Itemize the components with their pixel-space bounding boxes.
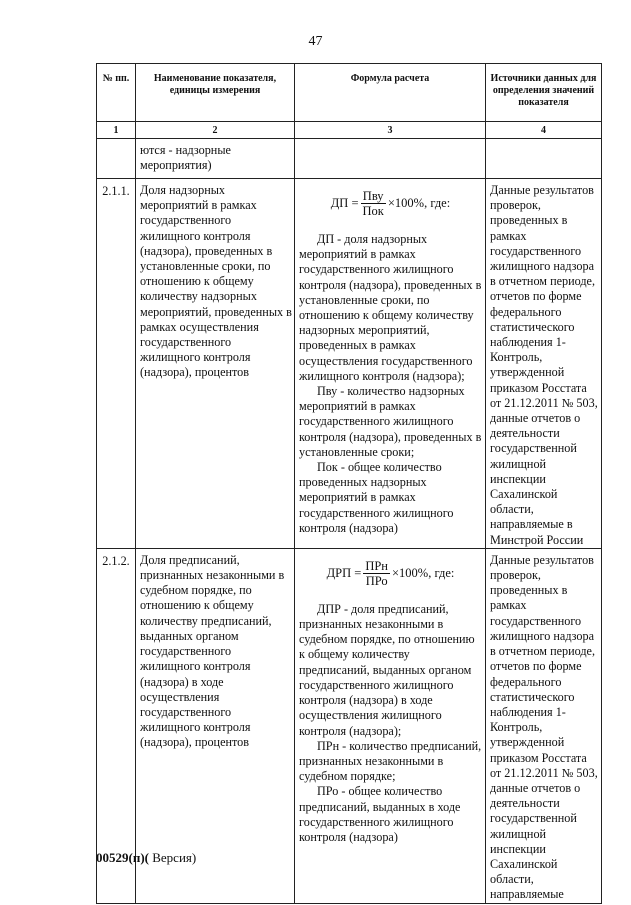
col-number: 2 — [136, 122, 295, 139]
formula-fraction — [363, 559, 390, 588]
footer-code — [96, 850, 196, 866]
indicator-name: Доля надзорных мероприятий в рамках государственного жилищного контроля (надзора), проведенных в установленные сроки, по отношению к общему количеству надзорных мероприятий, проведенных в рамках осуществления государственного жилищного контроля (надзора), процентов — [136, 179, 295, 549]
formula-numerator: ПРн — [365, 558, 388, 573]
footer-version: Версия) — [148, 850, 197, 865]
header-num: № пп. — [97, 64, 136, 122]
formula-numerator: Пву — [362, 189, 384, 203]
formula-denominator: Пок — [362, 204, 384, 218]
continuation-row — [97, 139, 602, 179]
formula-definition: Пву - количество надзорных мероприятий в рамках государственного жилищного контроля (надзора), проведенных в установленные сроки; — [299, 384, 482, 459]
row-number: 2.1.2. — [97, 548, 136, 903]
header-formula: Формула расчета — [295, 64, 486, 122]
formula-definition: Пок - общее количество проведенных надзорных мероприятий в рамках государственного жилищного контроля (надзора) — [299, 460, 454, 535]
formula-denominator: ПРо — [365, 573, 388, 588]
formula-definition: ПРн - количество предписаний, признанных незаконными в судебном порядке; — [299, 738, 482, 784]
indicators-table — [96, 63, 602, 904]
formula-definition: ПРо - общее количество предписаний, выданных в ходе государственного жилищного контроля (надзора) — [299, 784, 461, 844]
continuation-text: ются - надзорные мероприятия) — [136, 139, 295, 179]
col-number: 4 — [486, 122, 602, 139]
formula-definition: ДПР - доля предписаний, признанных незаконными в судебном порядке, по отношению к общему количеству предписаний, выданных органом государственного жилищного контроля (надзора) в ходе осуществления жилищного контроля (надзора); — [299, 601, 475, 738]
footer-code-id: 00529(п)( — [96, 850, 149, 865]
formula-rhs: ×100%, где: — [387, 195, 451, 210]
column-number-row — [97, 122, 602, 139]
col-number: 3 — [295, 122, 486, 139]
page-number: 47 — [308, 34, 323, 49]
formula — [299, 189, 482, 218]
row-number: 2.1.1. — [97, 179, 136, 549]
formula-cell — [295, 548, 486, 903]
formula-fraction — [361, 189, 386, 218]
formula-rhs: ×100%, где: — [392, 565, 455, 580]
header-row — [97, 64, 602, 122]
header-name: Наименование показателя, единицы измерения — [136, 64, 295, 122]
table-row — [97, 179, 602, 549]
indicator-name: Доля предписаний, признанных незаконными в судебном порядке, по отношению к общему количеству предписаний, выданных органом государственного жилищного контроля (надзора) в ходе осуществления государственного жилищного контроля (надзора), процентов — [136, 548, 295, 903]
formula — [299, 559, 482, 588]
col-number: 1 — [97, 122, 136, 139]
formula-cell — [295, 179, 486, 549]
header-source: Источники данных для определения значений показателя — [486, 64, 602, 122]
formula-lhs: ДРП = — [326, 565, 362, 580]
data-source: Данные результатов проверок, проведенных в рамках государственного жилищного надзора в отчетном периоде, отчетов по форме федерального статистического наблюдения 1- Контроль, утвержденной приказом Росстата от 21.12.2011 № 503, данные отчетов о деятельности государственной жилищной инспекции Сахалинской области, направляемые — [486, 548, 602, 903]
data-source: Данные результатов проверок, проведенных в рамках государственного жилищного надзора в отчетном периоде, отчетов по форме федерального статистического наблюдения 1- Контроль, утвержденной приказом Росстата от 21.12.2011 № 503, данные отчетов о деятельности государственной жилищной инспекции Сахалинской области, направляемые в Минстрой России — [486, 179, 602, 549]
formula-definition: ДП - доля надзорных мероприятий в рамках государственного жилищного контроля (надзора), проведенных в установленные сроки, по отношению к общему количеству надзорных мероприятий, проведенных в рамках осуществления государственного жилищного контроля (надзора); — [299, 232, 482, 383]
formula-lhs: ДП = — [330, 195, 359, 210]
